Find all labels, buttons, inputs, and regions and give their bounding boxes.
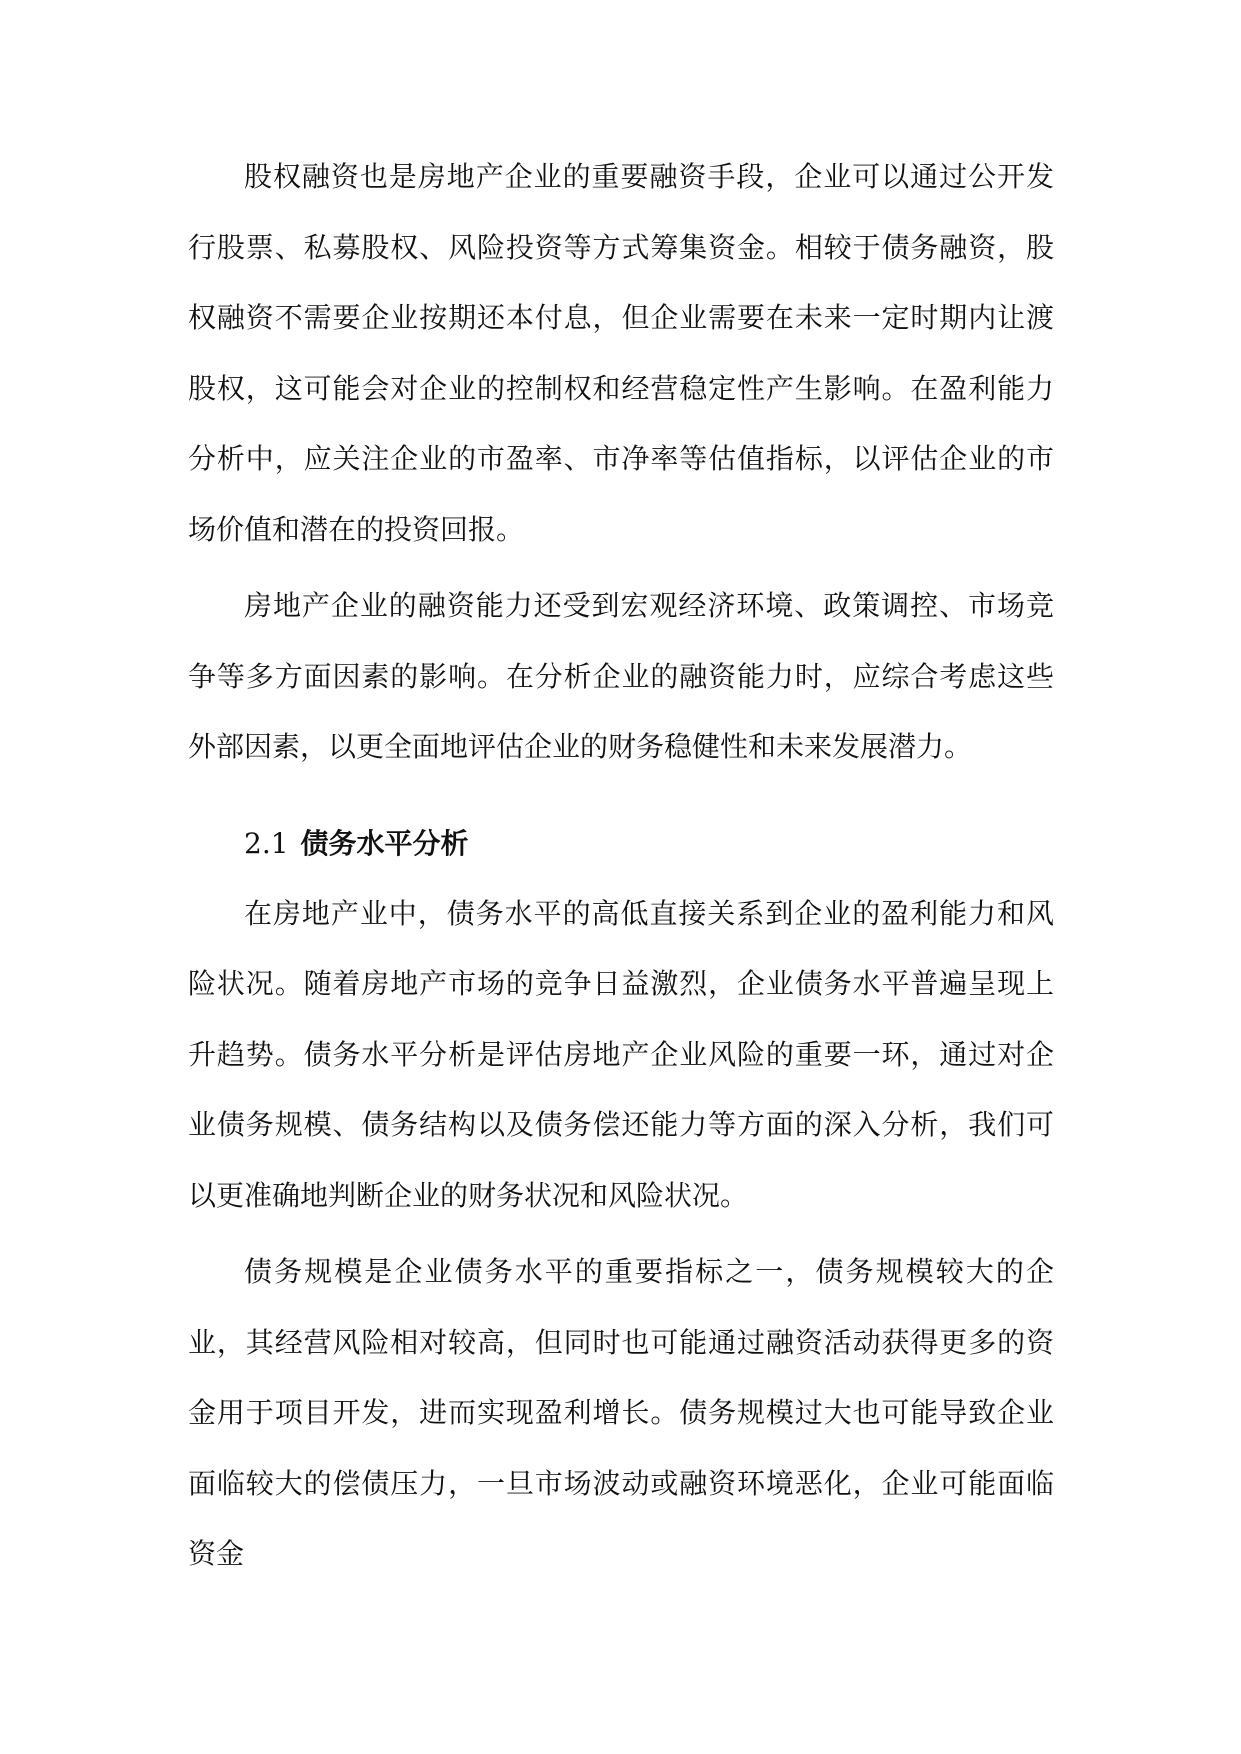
section-title: 债务水平分析 bbox=[300, 826, 469, 860]
paragraph-debt-scale: 债务规模是企业债务水平的重要指标之一，债务规模较大的企业，其经营风险相对较高，但同时也可能通过融资活动获得更多的资金用于项目开发，进而实现盈利增长。债务规模过大也可能导致企业面临较大的偿债压力，一旦市场波动或融资环境恶化，企业可能面临资金 bbox=[188, 1255, 1054, 1570]
section-number: 2.1 bbox=[244, 826, 289, 860]
paragraph-debt-level: 在房地产业中，债务水平的高低直接关系到企业的盈利能力和风险状况。随着房地产市场的竞争日益激烈，企业债务水平普遍呈现上升趋势。债务水平分析是评估房地产企业风险的重要一环，通过对企业债务规模、债务结构以及债务偿还能力等方面的深入分析，我们可以更准确地判断企业的财务状况和风险状况。 bbox=[188, 896, 1054, 1212]
document-body bbox=[188, 142, 1054, 1596]
paragraph-financing-factors: 房地产企业的融资能力还受到宏观经济环境、政策调控、市场竞争等多方面因素的影响。在分析企业的融资能力时，应综合考虑这些外部因素，以更全面地评估企业的财务稳健性和未来发展潜力。 bbox=[188, 589, 1054, 763]
paragraph-equity-financing: 股权融资也是房地产企业的重要融资手段，企业可以通过公开发行股票、私募股权、风险投资等方式筹集资金。相较于债务融资，股权融资不需要企业按期还本付息，但企业需要在未来一定时期内让渡股权，这可能会对企业的控制权和经营稳定性产生影响。在盈利能力分析中，应关注企业的市盈率、市净率等估值指标，以评估企业的市场价值和潜在的投资回报。 bbox=[188, 160, 1054, 546]
section-heading bbox=[188, 809, 1054, 879]
